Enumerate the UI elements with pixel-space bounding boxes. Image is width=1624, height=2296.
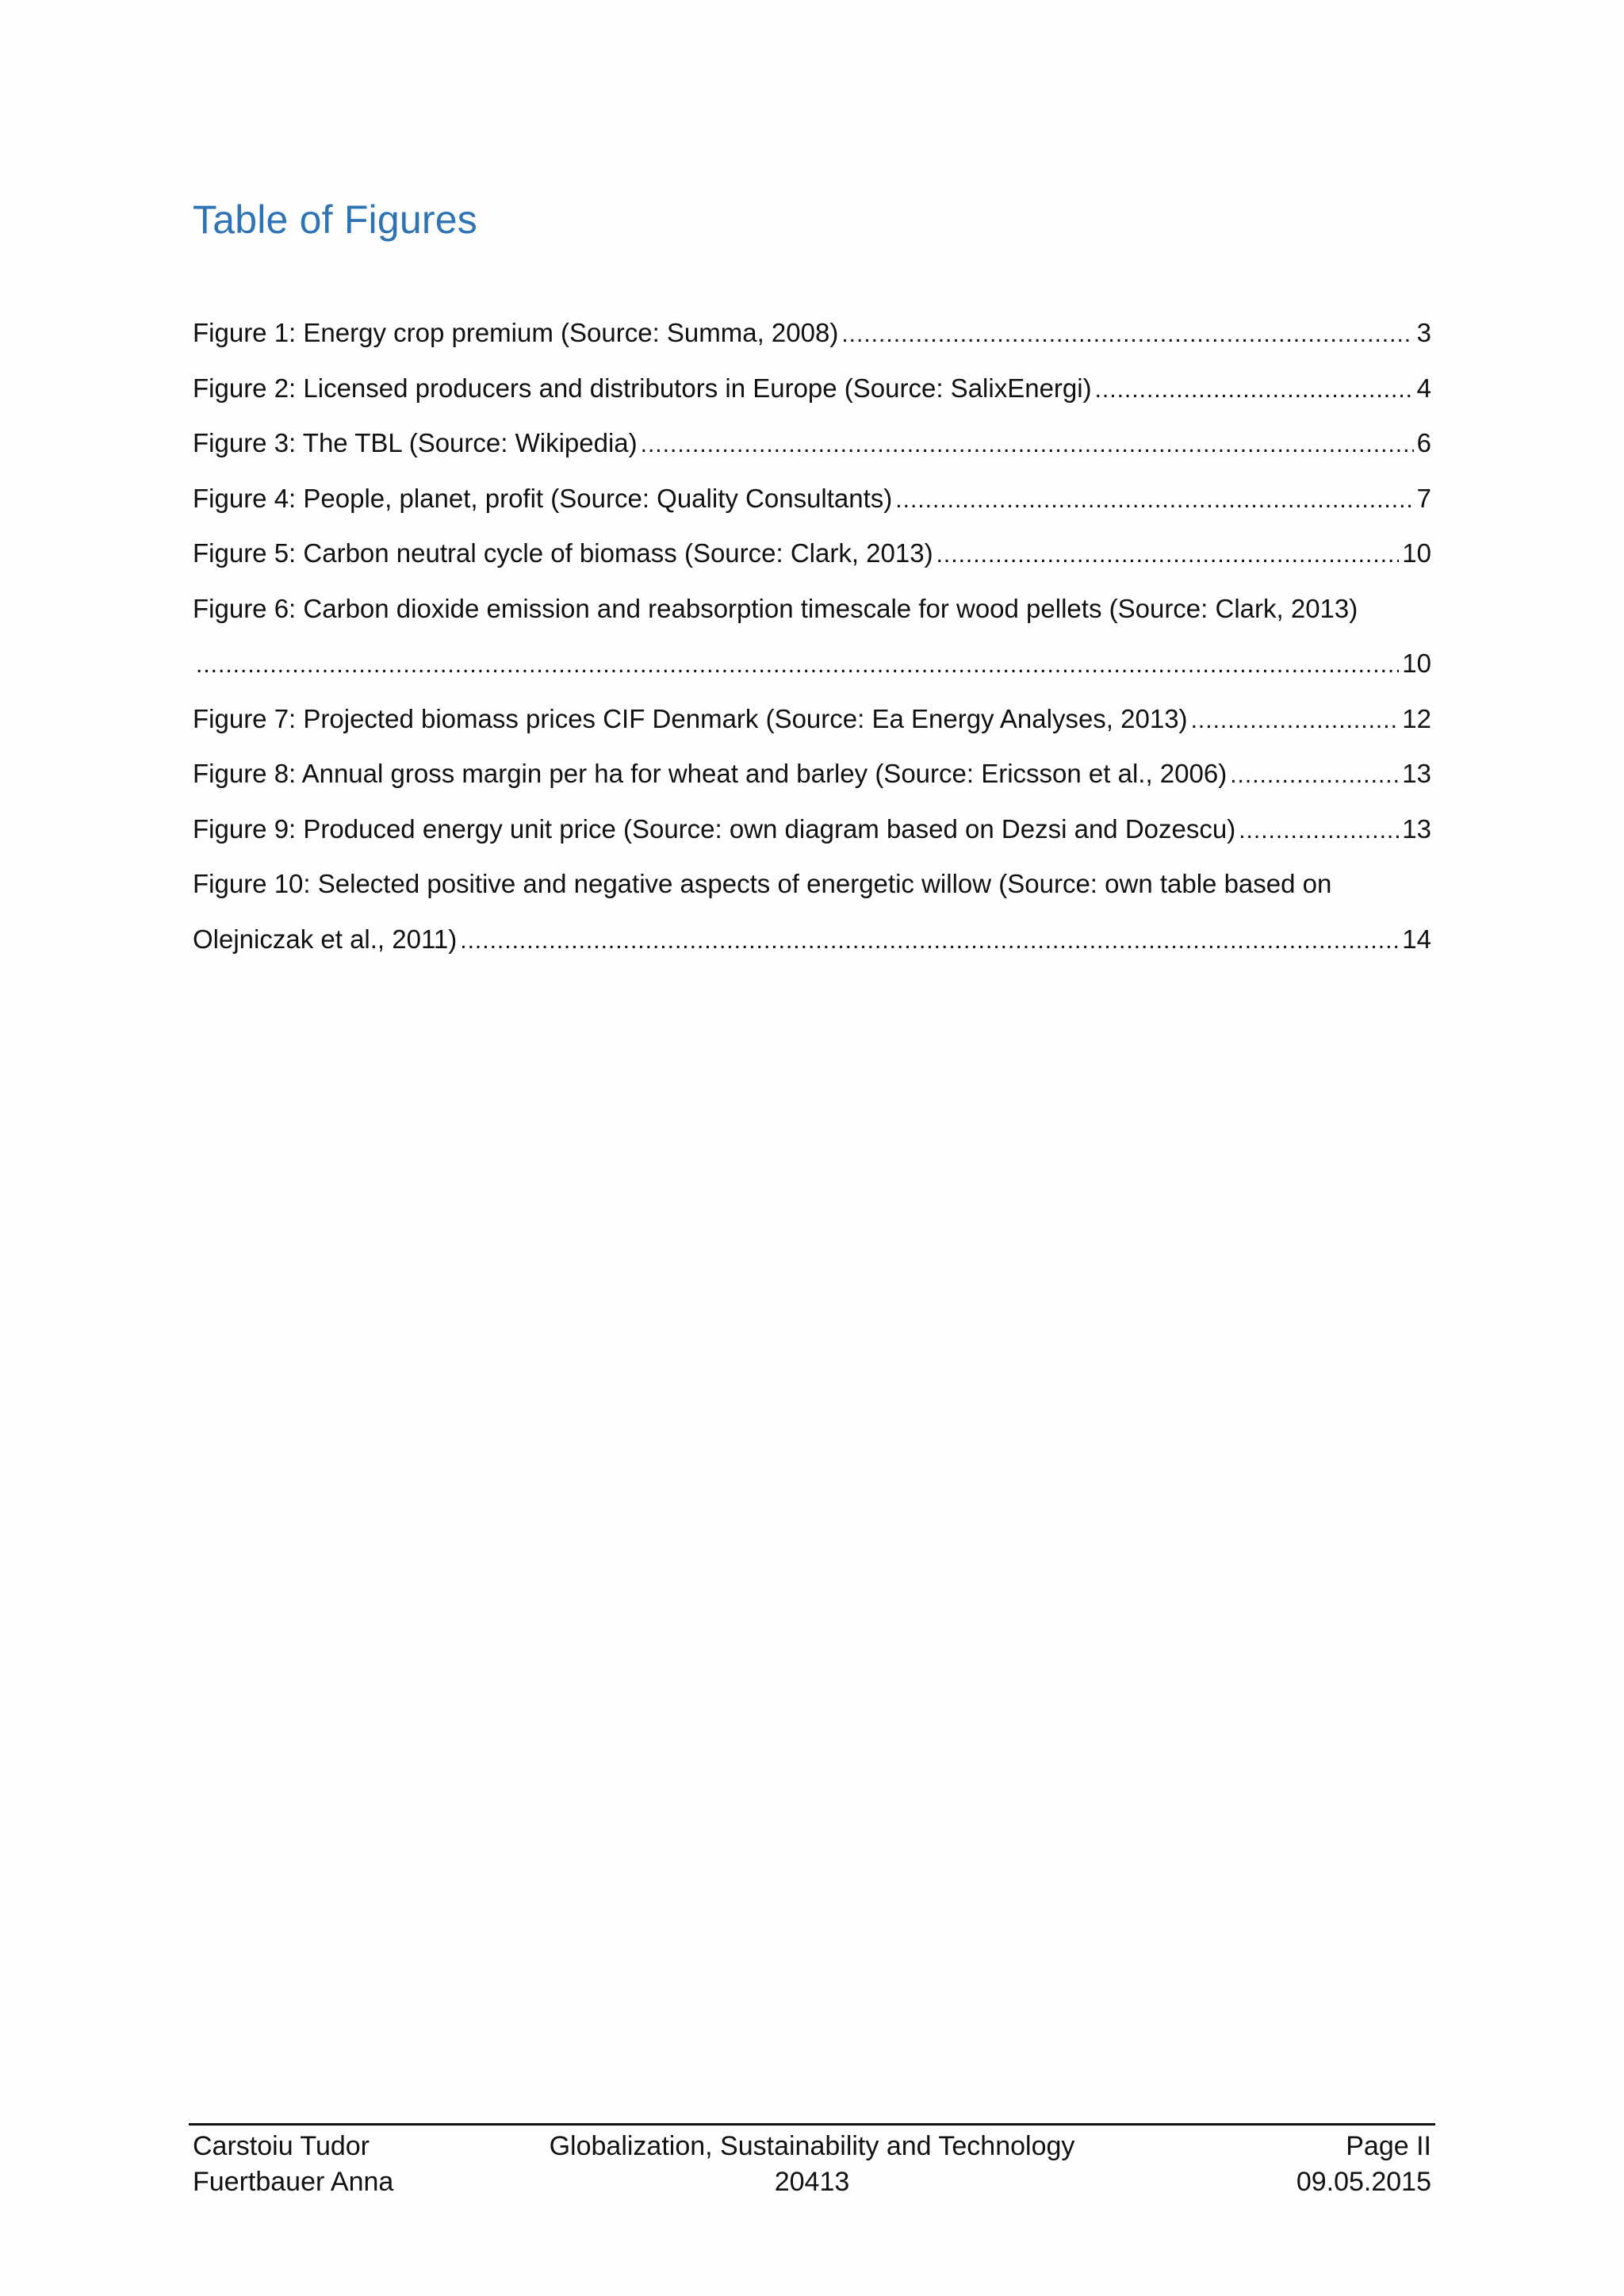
footer-course-code: 20413 [774, 2167, 850, 2197]
dot-leader [641, 417, 1414, 471]
dot-leader [196, 637, 1399, 691]
dot-leader [936, 527, 1400, 581]
toc-entry-text: Figure 2: Licensed producers and distributors in Europe (Source: SalixEnergi) [193, 373, 1092, 403]
toc-page-number: 13 [1402, 813, 1431, 844]
toc-page-number: 6 [1416, 428, 1431, 457]
toc-page-number: 14 [1402, 924, 1431, 954]
table-of-figures [193, 305, 1431, 966]
toc-page-number: 12 [1402, 703, 1431, 733]
dot-leader [841, 307, 1413, 361]
footer-page-number: Page II [1346, 2131, 1431, 2161]
toc-entry-text: Figure 5: Carbon neutral cycle of biomass (Source: Clark, 2013) [193, 538, 933, 568]
toc-line [193, 581, 1431, 637]
toc-entry[interactable] [193, 415, 1431, 471]
toc-entry[interactable] [193, 746, 1431, 802]
toc-entry[interactable] [193, 305, 1431, 361]
toc-entry-text: Figure 6: Carbon dioxide emission and reabsorption timescale for wood pellets (Source: Clark, 2013) [193, 593, 1358, 623]
toc-entry[interactable] [193, 471, 1431, 526]
toc-page-number: 4 [1416, 373, 1431, 403]
toc-entry-text: Figure 4: People, planet, profit (Source: Quality Consultants) [193, 483, 893, 513]
toc-page-number: 10 [1402, 538, 1431, 568]
toc-entry-text: Figure 10: Selected positive and negative aspects of energetic willow (Source: own table based on [193, 869, 1332, 898]
toc-entry[interactable] [193, 526, 1431, 581]
toc-entry-text: Figure 3: The TBL (Source: Wikipedia) [193, 428, 638, 457]
toc-entry[interactable] [193, 691, 1431, 747]
toc-page-number: 13 [1402, 759, 1431, 788]
toc-entry-text: Figure 1: Energy crop premium (Source: Summa, 2008) [193, 318, 839, 347]
dot-leader [1239, 803, 1399, 857]
toc-line [193, 636, 1431, 691]
footer-author: Carstoiu Tudor [193, 2131, 370, 2161]
footer-page-info [1297, 2129, 1431, 2200]
dot-leader [895, 473, 1413, 526]
toc-line [193, 691, 1431, 747]
footer-authors [193, 2129, 393, 2200]
toc-line [193, 856, 1431, 912]
toc-entry-text: Figure 9: Produced energy unit price (Source: own diagram based on Dezsi and Dozescu) [193, 813, 1236, 844]
toc-line [193, 361, 1431, 416]
toc-entry[interactable] [193, 856, 1431, 966]
dot-leader [1230, 748, 1399, 802]
footer-author: Fuertbauer Anna [193, 2167, 394, 2197]
toc-line [193, 415, 1431, 471]
footer-date: 09.05.2015 [1296, 2167, 1431, 2197]
toc-entry[interactable] [193, 581, 1431, 691]
toc-page-number: 3 [1416, 318, 1431, 347]
toc-page-number: 7 [1416, 483, 1431, 513]
toc-line [193, 912, 1431, 967]
toc-entry-text: Figure 7: Projected biomass prices CIF Denmark (Source: Ea Energy Analyses, 2013) [193, 703, 1188, 733]
page-title: Table of Figures [193, 197, 477, 242]
footer-course-title: Globalization, Sustainability and Technology [549, 2131, 1075, 2161]
dot-leader [1191, 693, 1400, 747]
toc-entry[interactable] [193, 361, 1431, 416]
toc-entry-text: Figure 8: Annual gross margin per ha for wheat and barley (Source: Ericsson et al., 2006) [193, 759, 1228, 788]
toc-line [193, 802, 1431, 857]
toc-line [193, 746, 1431, 802]
toc-entry-text: Olejniczak et al., 2011) [193, 924, 458, 954]
toc-line [193, 305, 1431, 361]
dot-leader [1095, 362, 1414, 416]
toc-page-number: 10 [1402, 649, 1431, 678]
toc-line [193, 471, 1431, 526]
toc-line [193, 526, 1431, 581]
toc-entry[interactable] [193, 802, 1431, 857]
footer-divider [189, 2123, 1435, 2126]
dot-leader [460, 913, 1399, 967]
